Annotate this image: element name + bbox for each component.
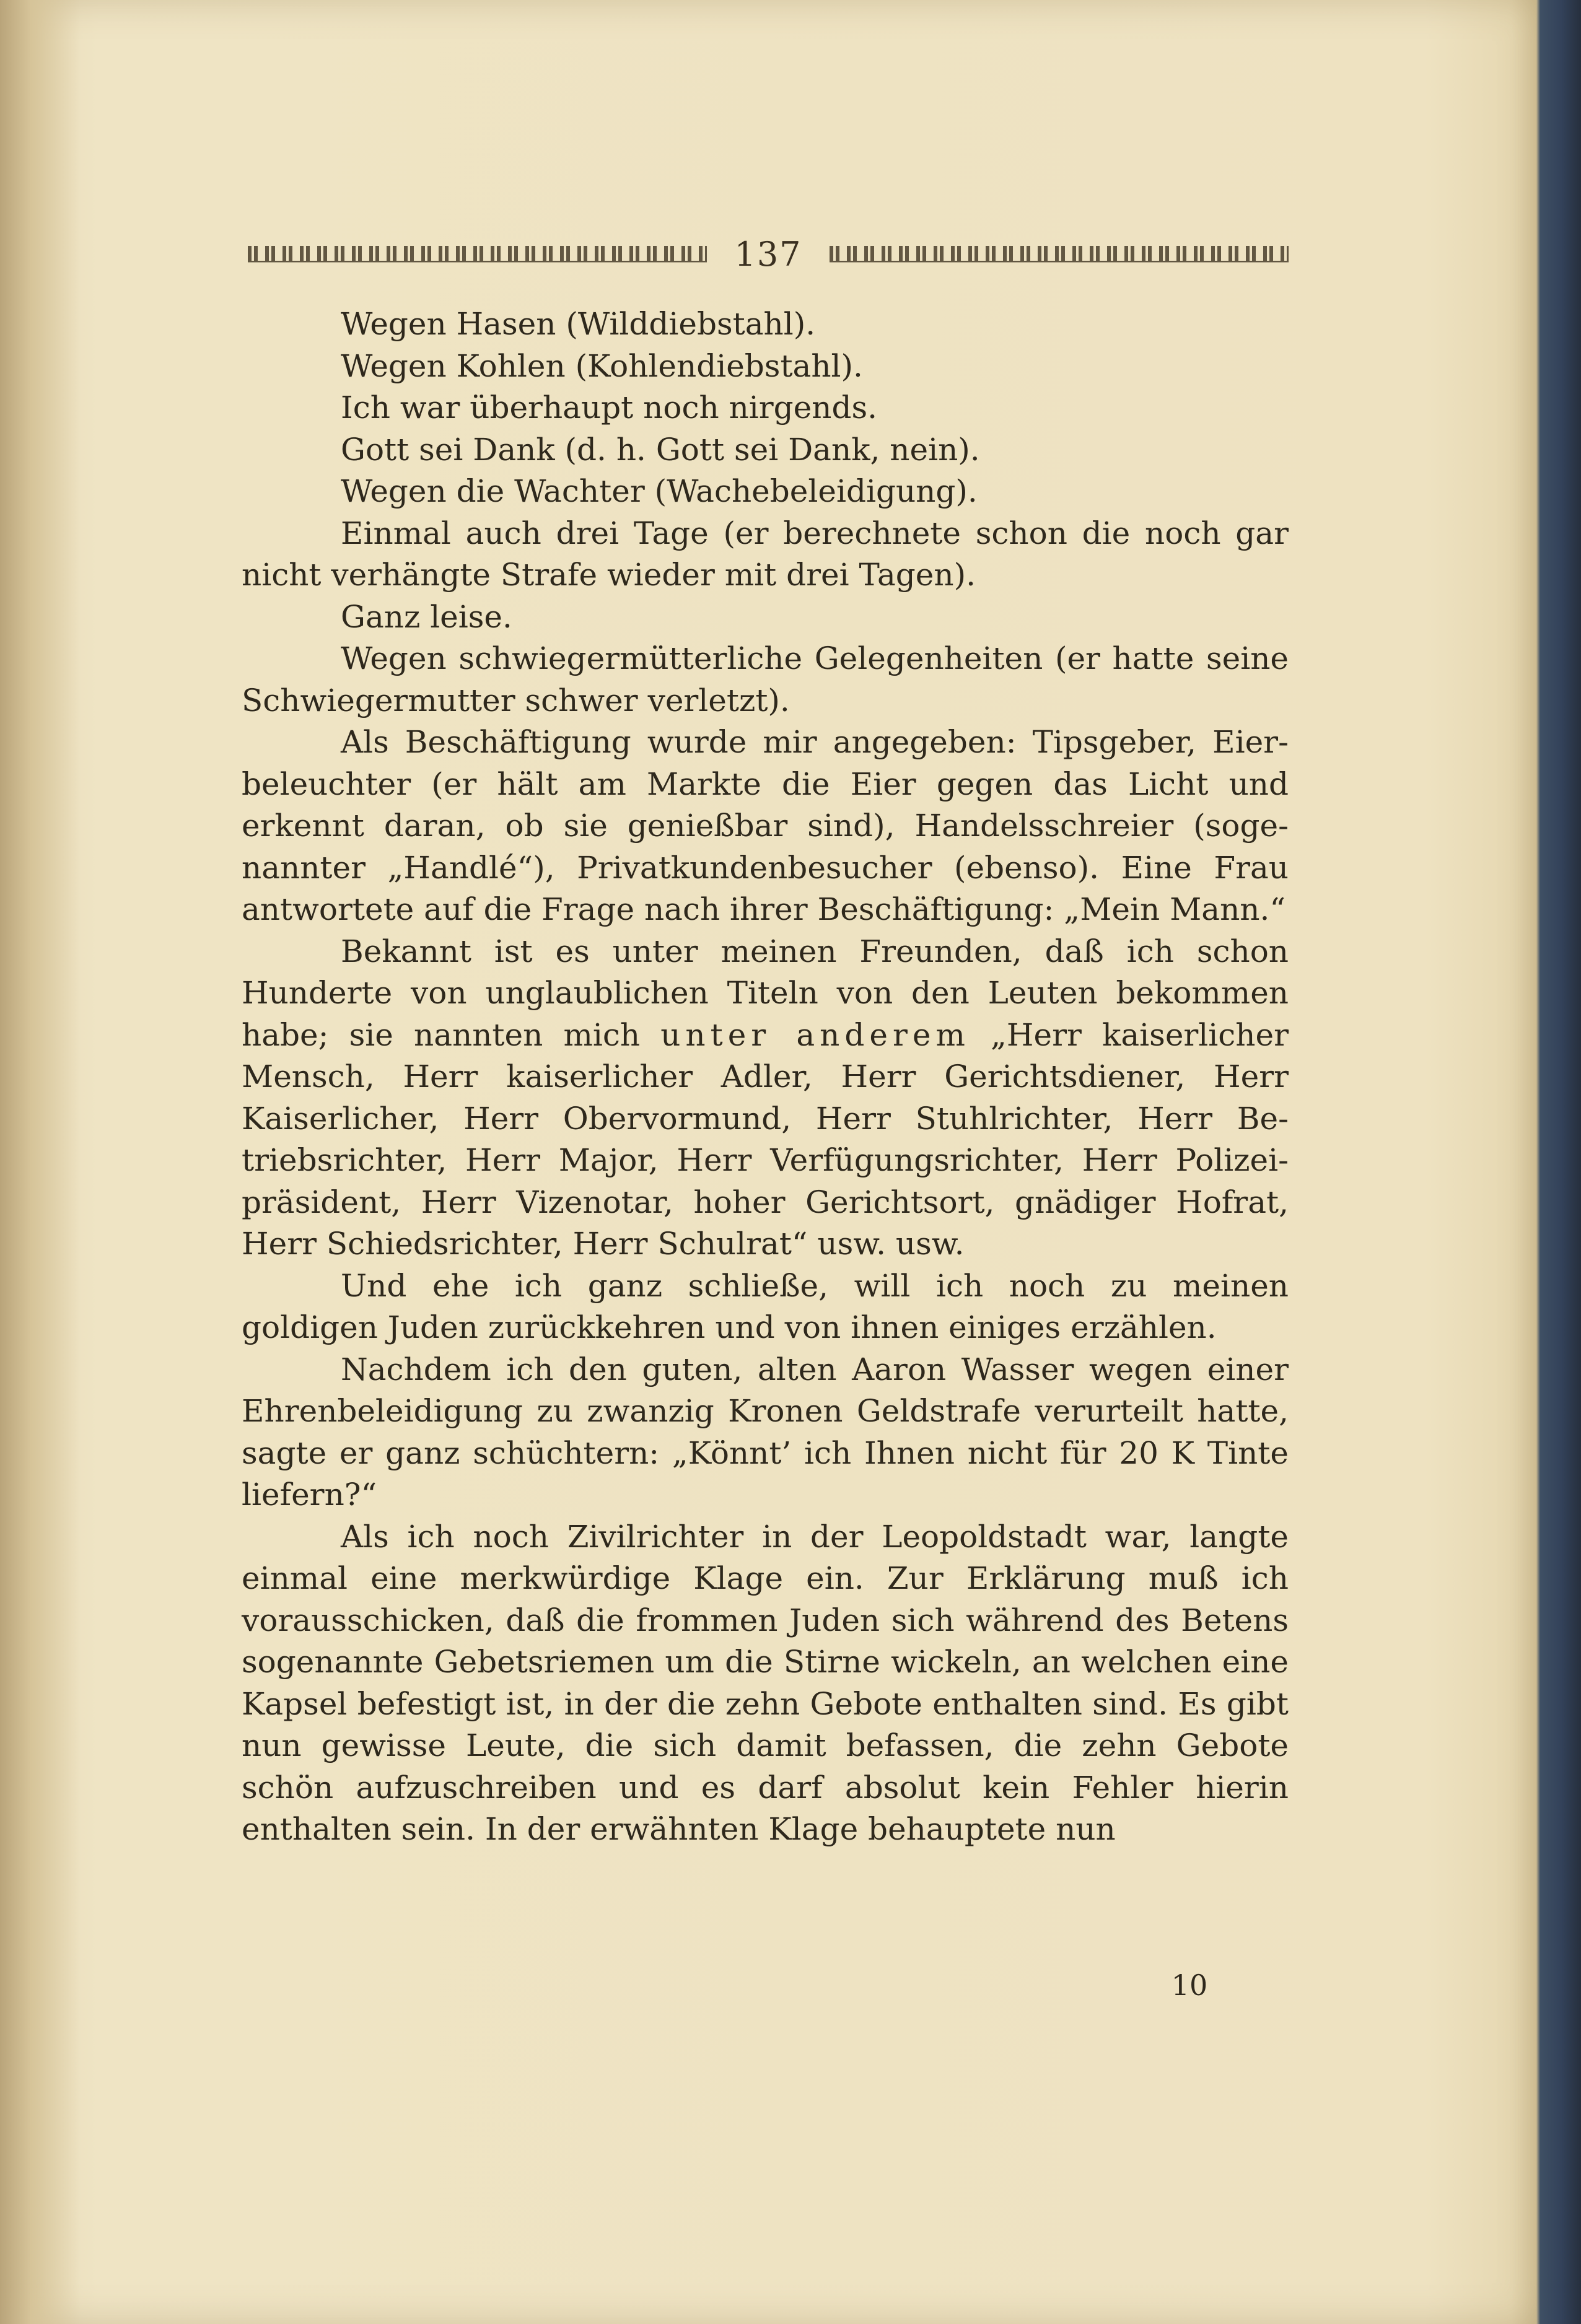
spaced-emphasis: unter anderem bbox=[660, 1016, 970, 1053]
book-cover-edge bbox=[1536, 0, 1581, 2324]
paragraph: Als Beschäftigung wurde mir angegeben: Tipsgeber, Eierbeleuchter (er hält am Markte die Eier gegen das Licht und erkennt daran, ob sie genießbar sind), Handelsschreier (sogenannter „Handlé“), Privatkundenbesucher (ebenso). Eine Frau antwortete auf die Frage nach ihrer Beschäftigung: „Mein Mann.“ bbox=[242, 724, 1289, 927]
book-spine-shadow bbox=[0, 0, 81, 2324]
paragraph: Einmal auch drei Tage (er berechnete schon die noch gar nicht verhängte Strafe wieder mit drei Tagen). bbox=[242, 515, 1289, 593]
running-header bbox=[248, 229, 1289, 279]
paragraph-text: Bekannt ist es unter meinen Freunden, daß ich schon Hunderte von unglaublichen Titeln von den Leuten bekommen habe; sie nannten mich bbox=[242, 933, 1289, 1053]
paragraph: Wegen Hasen (Wilddiebstahl). bbox=[341, 306, 816, 342]
paragraph: Ich war überhaupt noch nirgends. bbox=[341, 390, 878, 426]
paragraph: Als ich noch Zivilrichter in der Leopoldstadt war, langte einmal eine merkwürdige Klage ein. Zur Erklärung muß ich vorausschicken, daß die frommen Juden sich während des Betens sogenannte Gebetsriemen um die Stirne wickeln, an welchen eine Kapsel befestigt ist, in der die zehn Gebote enthalten sind. Es gibt nun gewisse Leute, die sich damit befassen, die zehn Gebote schön aufzuschreiben und es darf absolut kein Fehler hierin enthalten sein. In der erwähnten Klage behauptete nun bbox=[242, 1518, 1289, 1847]
signature-mark: 10 bbox=[1171, 1968, 1208, 2002]
ornament-left bbox=[248, 246, 707, 263]
body-text bbox=[242, 304, 1289, 1851]
paragraph: Und ehe ich ganz schließe, will ich noch zu meinen goldigen Juden zurückkehren und von ihnen einiges erzählen. bbox=[242, 1267, 1289, 1345]
paragraph: Nachdem ich den guten, alten Aaron Wasser wegen einer Ehrenbeleidigung zu zwanzig Kronen Geldstrafe verurteilt hatte, sagte er ganz schüchtern: „Könnt’ ich Ihnen nicht für 20 K Tinte liefern?“ bbox=[242, 1351, 1289, 1513]
paragraph bbox=[242, 931, 1289, 1265]
paragraph: Ganz leise. bbox=[341, 598, 512, 635]
paragraph-text: „Herr kaiserlicher Mensch, Herr kaiserlicher Adler, Herr Gerichtsdiener, Herr Kaiserlicher, Herr Obervormund, Herr Stuhlrichter, Herr Betriebsrichter, Herr Major, Herr Verfügungsrichter, Herr Polizeipräsident, Herr Vizenotar, hoher Gerichtsort, gnädiger Hofrat, Herr Schiedsrichter, Herr Schulrat“ usw. usw. bbox=[242, 1016, 1289, 1262]
ornament-right bbox=[830, 246, 1289, 263]
paragraph: Wegen die Wachter (Wachebeleidigung). bbox=[341, 473, 978, 509]
paragraph: Wegen schwiegermütterliche Gelegenheiten (er hatte seine Schwiegermutter schwer verletzt). bbox=[242, 640, 1289, 719]
page-number: 137 bbox=[734, 234, 802, 274]
paragraph: Wegen Kohlen (Kohlendiebstahl). bbox=[341, 347, 863, 384]
paragraph: Gott sei Dank (d. h. Gott sei Dank, nein). bbox=[341, 431, 980, 468]
